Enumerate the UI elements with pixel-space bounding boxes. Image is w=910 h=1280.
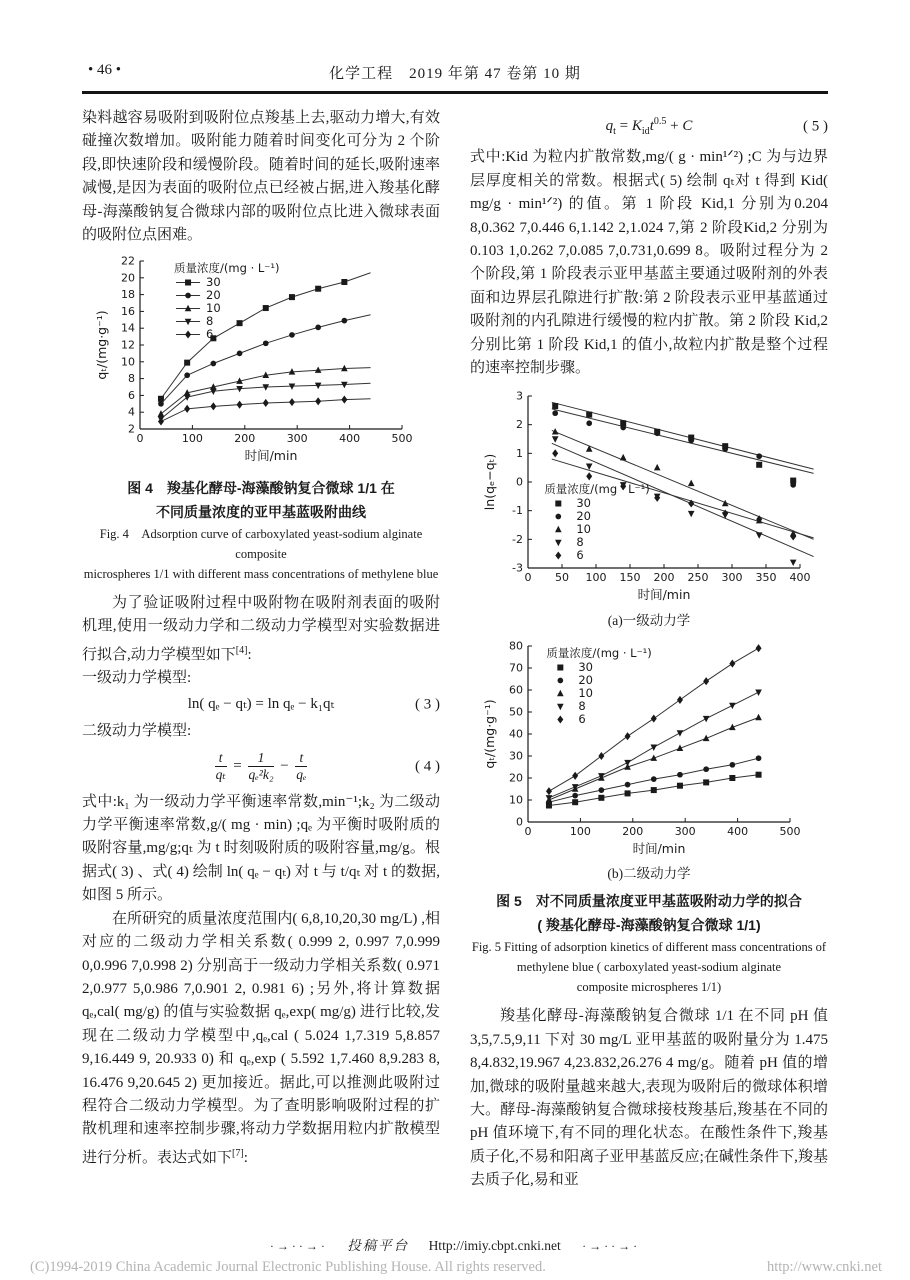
- svg-text:2: 2: [128, 422, 135, 436]
- svg-text:时间/min: 时间/min: [632, 840, 686, 856]
- svg-text:质量浓度/(mg · L⁻¹): 质量浓度/(mg · L⁻¹): [174, 261, 280, 276]
- two-column-body: [82, 107, 828, 1220]
- svg-text:质量浓度/(mg · L⁻¹): 质量浓度/(mg · L⁻¹): [544, 482, 650, 497]
- svg-text:8: 8: [128, 372, 135, 386]
- figure5b-subcaption: (b)二级动力学: [607, 866, 691, 882]
- svg-text:200: 200: [653, 571, 675, 585]
- svg-text:400: 400: [727, 824, 749, 838]
- figure5-caption-en-line3: composite microspheres 1/1): [576, 980, 722, 995]
- svg-text:6: 6: [576, 548, 584, 563]
- svg-text:20: 20: [578, 672, 593, 687]
- svg-text:8: 8: [578, 698, 586, 713]
- equation-5-number: ( 5 ): [803, 118, 828, 134]
- svg-text:60: 60: [509, 683, 523, 697]
- paragraph-correlation-coefficients: 在所研究的质量浓度范围内( 6,8,10,20,30 mg/L) ,相对应的二级动力学相关系数( 0.999 2, 0.997 7,0.999 0,0.996 7,0.998 2) 分别高于一级动力学相关系数( 0.971 2,0.977 5,0.986 7,0.901 2, 0.981 6) ;另外,将计算数据 qₑ,cal( mg/g) 的值与实验数据 qₑ,exp( mg/g) 进行比较,发现在二级动力学模型中,qₑ,cal ( 5.024 1,7.319 5,8.857 9,16.449 9, 20.933 0) 和 qₑ,exp ( 5.592 1,7.460 8,9.283 8, 16.476 9,20.645 2) 更加接近。据此,可以推测此吸附过程符合二级动力学模型。为了查明影响吸附过程的扩散机理和速率控制步骤,将动力学数据用粒内扩散模型进行分析。表达式如下[7]:: [82, 910, 440, 1166]
- submission-platform-label: 投稿平台: [347, 1238, 410, 1253]
- svg-text:质量浓度/(mg · L⁻¹): 质量浓度/(mg · L⁻¹): [546, 645, 652, 660]
- figure-4-captions: [82, 476, 440, 584]
- svg-text:40: 40: [509, 727, 523, 741]
- journal-title-line: 化学工程 2019 年第 47 卷第 10 期: [329, 66, 581, 82]
- equation-5-body: $q_t = K_{id}t^{0.5} + C$: [605, 116, 693, 137]
- paragraph-intraparticle-diffusion: 式中:Kid 为粒内扩散常数,mg/( g · min¹ᐟ²) ;C 为与边界层厚度相关的常数。根据式( 5) 绘制 qₜ对 t 得到 Kid( mg/g · min¹ᐟ²) 的值。第 1 阶段 Kid,1 分别为0.204 8,0.362 7,0.446 6,1.142 2,1.024 7,第 2 阶段Kid,2 分别为 0.103 1,0.262 7,0.085 7,0.731,0.699 8。吸附过程分为 2 个阶段,第 1 阶段表示亚甲基蓝主要通过吸附剂的外表面和边界层孔隙进行扩散:第 2 阶段表示亚甲基蓝通过吸附剂的内孔隙进行缓慢的粒内扩散。第 2 阶段 Kid,2 分别比第 1 阶段 Kid,1 的值小,故粒内扩散是整个过程的速率控制步骤。: [470, 149, 828, 377]
- svg-text:2: 2: [516, 418, 523, 432]
- figure-5a: [482, 388, 816, 629]
- figure4-caption-en-line1: Fig. 4 Adsorption curve of carboxylated yeast-sodium alginate composite: [99, 526, 423, 561]
- svg-text:70: 70: [509, 661, 523, 675]
- svg-text:16: 16: [121, 305, 135, 319]
- svg-text:100: 100: [181, 432, 203, 446]
- right-column: [470, 107, 828, 1220]
- svg-text:-1: -1: [512, 504, 523, 518]
- svg-text:300: 300: [286, 432, 308, 446]
- svg-text:-3: -3: [512, 561, 523, 575]
- page-number: • 46 •: [88, 62, 122, 78]
- figure5a-subcaption: (a)一级动力学: [607, 612, 691, 628]
- svg-text:20: 20: [576, 509, 591, 524]
- svg-text:150: 150: [619, 571, 641, 585]
- equation-3-number: ( 3 ): [415, 696, 440, 713]
- equation-3-body: ln( qₑ − qₜ) = ln qₑ − k₁qₜ: [187, 696, 335, 713]
- reference-4-marker: [4]: [235, 644, 248, 656]
- svg-text:4: 4: [128, 406, 135, 420]
- svg-text:8: 8: [576, 535, 584, 550]
- svg-text:6: 6: [128, 389, 135, 403]
- figure5-caption-en-line2: methylene blue ( carboxylated yeast-sodium alginate: [516, 960, 782, 975]
- svg-text:qₜ/(mg·g⁻¹): qₜ/(mg·g⁻¹): [482, 699, 497, 769]
- footer-ornament-right: ·→··→·: [582, 1239, 641, 1253]
- figure-5b: [482, 638, 816, 883]
- svg-text:350: 350: [755, 571, 777, 585]
- figure5-caption-cn-line1: 图 5 对不同质量浓度亚甲基蓝吸附动力学的拟合: [496, 893, 802, 910]
- svg-text:3: 3: [516, 389, 523, 403]
- svg-text:30: 30: [206, 275, 221, 290]
- svg-text:30: 30: [578, 659, 593, 674]
- svg-text:20: 20: [509, 771, 523, 785]
- equation-3: [82, 693, 440, 716]
- svg-text:-2: -2: [512, 533, 523, 547]
- equation-5: [470, 110, 828, 143]
- svg-text:50: 50: [555, 571, 569, 585]
- figure5-caption-cn-line2: ( 羧基化酵母-海藻酸钠复合微球 1/1): [537, 917, 761, 934]
- header-rule: [82, 91, 828, 94]
- figure5-caption-en-line1: Fig. 5 Fitting of adsorption kinetics of different mass concentrations of: [471, 940, 827, 955]
- svg-text:10: 10: [509, 793, 523, 807]
- svg-text:时间/min: 时间/min: [244, 448, 298, 464]
- cnki-url: http://www.cnki.net: [766, 1259, 882, 1275]
- svg-text:50: 50: [509, 705, 523, 719]
- svg-text:500: 500: [779, 824, 801, 838]
- svg-text:10: 10: [121, 355, 135, 369]
- svg-text:6: 6: [578, 711, 586, 726]
- svg-text:20: 20: [121, 271, 135, 285]
- equation-4: [82, 746, 440, 787]
- svg-text:0: 0: [136, 432, 144, 446]
- svg-text:400: 400: [339, 432, 361, 446]
- left-column: [82, 107, 440, 1220]
- svg-text:300: 300: [674, 824, 696, 838]
- figure5a-first-order-kinetics-chart: [482, 388, 816, 602]
- svg-text:14: 14: [121, 322, 135, 336]
- copyright-line: [30, 1259, 882, 1276]
- svg-text:qₜ/(mg·g⁻¹): qₜ/(mg·g⁻¹): [94, 310, 109, 381]
- svg-text:200: 200: [622, 824, 644, 838]
- svg-text:6: 6: [206, 327, 214, 342]
- paragraph-kinetics-intro: 为了验证吸附过程中吸附物在吸附剂表面的吸附机理,使用一级动力学和二级动力学模型对实验数据进行拟合,动力学模型如下[4]:: [82, 594, 440, 663]
- copyright-text: (C)1994-2019 China Academic Journal Electronic Publishing House. All rights reserved.: [30, 1259, 546, 1275]
- svg-text:22: 22: [121, 255, 135, 268]
- svg-text:400: 400: [789, 571, 811, 585]
- svg-text:时间/min: 时间/min: [637, 587, 691, 603]
- figure4-adsorption-curve-chart: [94, 255, 428, 463]
- svg-text:1: 1: [516, 447, 523, 461]
- paragraph-adsorption-stages: 染料越容易吸附到吸附位点羧基上去,驱动力增大,有效碰撞次数增加。吸附能力随着时间变化可分为 2 个阶段,即快速阶段和缓慢阶段。随着时间的延长,吸附速率减慢,是因为表面的吸附位点已经被占据,进入羧基化酵母-海藻酸钠复合微球内部的吸附位点比进入微球表面的吸附位点困难。: [82, 110, 440, 244]
- paragraph-rate-constants: 式中:k₁ 为一级动力学平衡速率常数,min⁻¹;k₂ 为二级动力学平衡速率常数,g/( mg · min) ;qₑ 为平衡时吸附质的吸附容量,mg/g;qₜ 为 t 时刻吸附质的吸附容量,mg/g。根据式( 3) 、式( 4) 绘制 ln( qₑ − qₜ) 对 t 与 t/qₜ 对 t 的数据,如图 5 所示。: [82, 793, 440, 904]
- svg-text:300: 300: [721, 571, 743, 585]
- svg-text:0: 0: [516, 815, 523, 829]
- svg-text:30: 30: [576, 496, 591, 511]
- svg-text:8: 8: [206, 314, 214, 329]
- submission-platform-url: Http://imiy.cbpt.cnki.net: [428, 1238, 561, 1253]
- first-order-model-label: 一级动力学模型:: [82, 670, 192, 687]
- figure-4: [94, 255, 428, 471]
- equation-4-body: $\frac{t}{\text{qₜ}}$ = $\frac{1}{\text{qₑ²k₂}}$ − $\frac{t}{\text{qₑ}}$: [215, 750, 307, 783]
- svg-text:10: 10: [578, 685, 593, 700]
- svg-text:30: 30: [509, 749, 523, 763]
- figure4-caption-cn-line2: 不同质量浓度的亚甲基蓝吸附曲线: [156, 503, 366, 520]
- svg-text:12: 12: [121, 338, 135, 352]
- svg-text:100: 100: [585, 571, 607, 585]
- svg-text:500: 500: [391, 432, 413, 446]
- figure4-caption-cn-line1: 图 4 羧基化酵母-海藻酸钠复合微球 1/1 在: [127, 479, 395, 496]
- equation-4-number: ( 4 ): [415, 758, 440, 775]
- svg-text:250: 250: [687, 571, 709, 585]
- figure-5-captions: [470, 889, 828, 997]
- svg-text:10: 10: [576, 522, 591, 537]
- footer-ornament-left: ·→··→·: [269, 1239, 328, 1253]
- paragraph-ph-effect: 羧基化酵母-海藻酸钠复合微球 1/1 在不同 pH 值 3,5,7.5,9,11 下对 30 mg/L 亚甲基蓝的吸附量分为 1.475 8,4.832,19.967 4,23.832,26.276 4 mg/g。随着 pH 值的增加,微球的吸附量越来越大,表现为吸附后的微球体积增大。酵母-海藻酸钠复合微球接枝羧基后,羧基在不同的 pH 值环境下,有不同的理化状态。在酸性条件下,羧基质子化,不易和阳离子亚甲基蓝反应;在碱性条件下,羧基去质子化,易和亚: [470, 1008, 828, 1189]
- svg-text:20: 20: [206, 288, 221, 303]
- svg-text:100: 100: [569, 824, 591, 838]
- svg-text:0: 0: [516, 475, 523, 489]
- svg-text:10: 10: [206, 301, 221, 316]
- svg-text:ln(qₑ−qₜ): ln(qₑ−qₜ): [482, 454, 497, 511]
- figure4-caption-en-line2: microspheres 1/1 with different mass concentrations of methylene blue: [83, 566, 439, 581]
- page-header: [82, 62, 828, 86]
- second-order-model-label: 二级动力学模型:: [82, 722, 192, 739]
- svg-text:0: 0: [524, 571, 532, 585]
- reference-7-marker: [7]: [232, 1147, 244, 1159]
- figure5b-second-order-kinetics-chart: [482, 638, 816, 856]
- svg-text:18: 18: [121, 288, 135, 302]
- svg-text:80: 80: [509, 639, 523, 653]
- svg-text:0: 0: [524, 824, 532, 838]
- svg-text:200: 200: [234, 432, 256, 446]
